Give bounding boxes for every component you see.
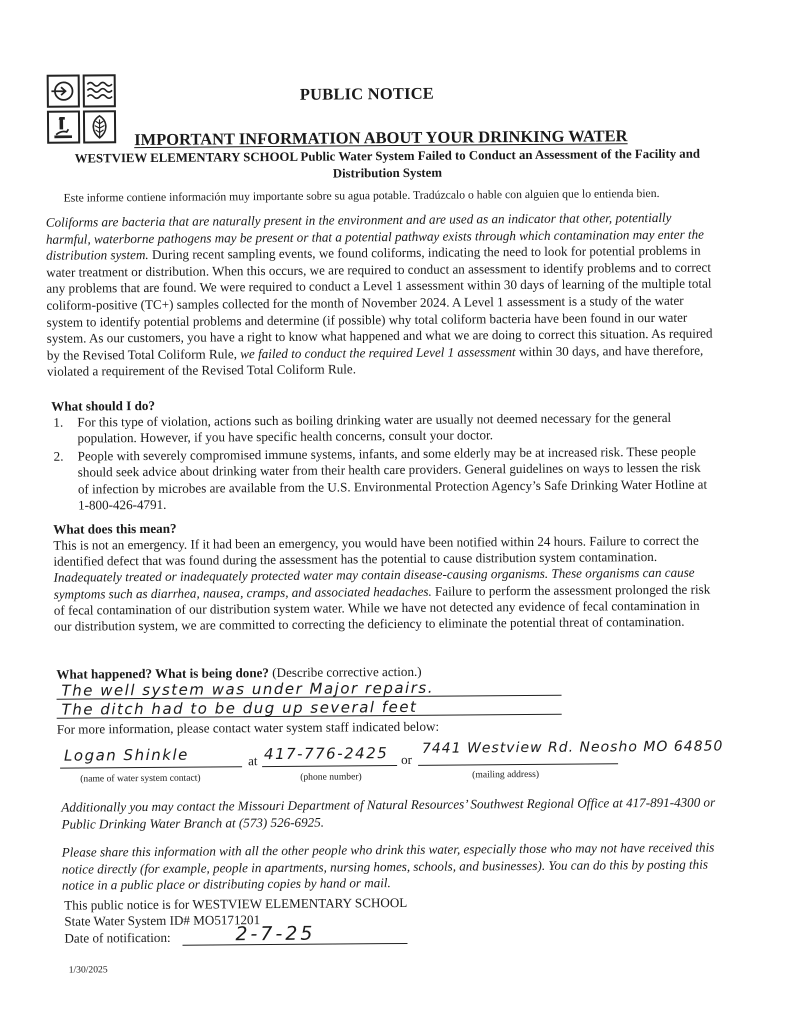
date-label: Date of notification:: [64, 929, 171, 946]
what-mean-section: [53, 533, 719, 635]
date-value: 2-7-25: [235, 922, 316, 946]
contact-prompt: For more information, please contact water system staff indicated below:: [56, 718, 440, 737]
or-text: or: [400, 751, 413, 767]
what-mean-paragraph: This is not an emergency. If it had been an emergency, you would have been notified within 24 hours. Failure to correct the identified defect that was found during the assessment has the potential to cause distribution system contamination. Inadequately treated or inadequately protected water may contain disease-causing organisms. These organisms can cause symptoms such as diarrhea, nausea, cramps, and associated headaches. Failure to perform the assessment prolonged the risk of fecal contamination of our distribution system water. While we have not detected any evidence of fecal contamination in our distribution system, we are committed to correcting the deficiency to eliminate the potential threat of contamination.: [53, 532, 711, 634]
what-happened-hint: (Describe corrective action.): [268, 663, 422, 681]
form-date: 1/30/2025: [68, 964, 108, 976]
handwritten-action-2: The ditch had to be dug up several feet: [61, 697, 418, 719]
what-mean-heading: What does this mean?: [53, 520, 177, 537]
waves-icon: [83, 74, 116, 107]
address-line: [418, 763, 618, 766]
list-item: 2. People with severely compromised immune systems, infants, and some elderly may be at increased risk. These people should seek advice about drinking water from their health care providers. General guidelines on ways to lessen the risk of infection by microbes are available from the U.S. Environmental Protection Agency’s Safe Drinking Water Hotline at 1-800-426-4791.: [53, 443, 708, 513]
phone-line: [262, 765, 397, 767]
what-happened-heading: What happened? What is being done?: [56, 665, 270, 682]
contact-address: 7441 Westview Rd. Neosho MO 64850: [421, 738, 724, 757]
at-text: at: [247, 753, 258, 769]
intro-tail: within 30 days, and have therefore, violated a requirement of the Revised Total Coliform Rule.: [46, 342, 704, 380]
list-item: 1. For this type of violation, actions such as boiling drinking water are usually not deemed necessary for the general population. However, if you have specific health concerns, consult your doctor.: [53, 409, 672, 446]
intro-italic-lead: Coliforms are bacteria that are naturally present in the environment and are used as an indicator that other, potentially harmful, waterborne pathogens may be present or that a potential pathway exists through which contamination may enter the distribution system.: [45, 209, 704, 263]
source-water-icon: [47, 75, 80, 108]
intro-italic-mid: we failed to conduct the required Level 1 assessment: [240, 343, 516, 361]
name-line: [60, 766, 242, 768]
phone-caption: (phone number): [300, 771, 362, 783]
leaf-icon: [83, 110, 116, 143]
notice-subtitle: IMPORTANT INFORMATION ABOUT YOUR DRINKING WATER: [134, 126, 628, 150]
intro-section: [46, 210, 717, 381]
what-should-list: [53, 410, 714, 515]
additional-contact: Additionally you may contact the Missouri Department of Natural Resources’ Southwest Regional Office at 417-891-4300 or Public Drinking Water Branch at (573) 526-6925.: [61, 794, 716, 832]
address-caption: (mailing address): [472, 768, 540, 781]
what-should-heading: What should I do?: [51, 397, 156, 414]
violation-heading: WESTVIEW ELEMENTARY SCHOOL Public Water System Failed to Conduct an Assessment of the Facility and Distribution System: [74, 146, 700, 181]
footer-for-line: This public notice is for WESTVIEW ELEMENTARY SCHOOL: [64, 894, 408, 913]
contact-phone: 417-776-2425: [263, 744, 389, 764]
share-notice: Please share this information with all the other people who drink this water, especially those who may not have received this notice directly (for example, people in apartments, nursing homes, schools, and businesses). You can do this by posting this notice in a public place or distributing copies by hand or mail.: [61, 839, 715, 893]
spanish-notice: Este informe contiene información muy importante sobre su agua potable. Tradúzcalo o hable con alguien que lo entienda bien.: [63, 186, 660, 205]
name-caption: (name of water system contact): [80, 772, 201, 785]
intro-paragraph: [46, 210, 717, 381]
intro-body: During recent sampling events, we found coliforms, indicating the need to look for potential problems in water treatment or distribution. When this occurs, we are required to conduct an assessment to identify problems and to correct any problems that are found. We were required to conduct a Level 1 assessment within 30 days of learning of the multiple total coliform-positive (TC+) samples collected for the month of November 2024. A Level 1 assessment is a study of the water system to identify potential problems and determine (if possible) why total coliform bacteria have been found in our water system. As our customers, you have a right to know what happened and what we are doing to correct this situation. As required by the Revised Total Coliform Rule,: [46, 242, 713, 363]
contact-name: Logan Shinkle: [63, 745, 189, 765]
handwritten-action-1: The well system was under Major repairs.: [61, 678, 434, 700]
microscope-icon: [47, 111, 80, 144]
notice-title: PUBLIC NOTICE: [299, 83, 435, 104]
footer-id-line: State Water System ID# MO5171201: [64, 912, 261, 930]
